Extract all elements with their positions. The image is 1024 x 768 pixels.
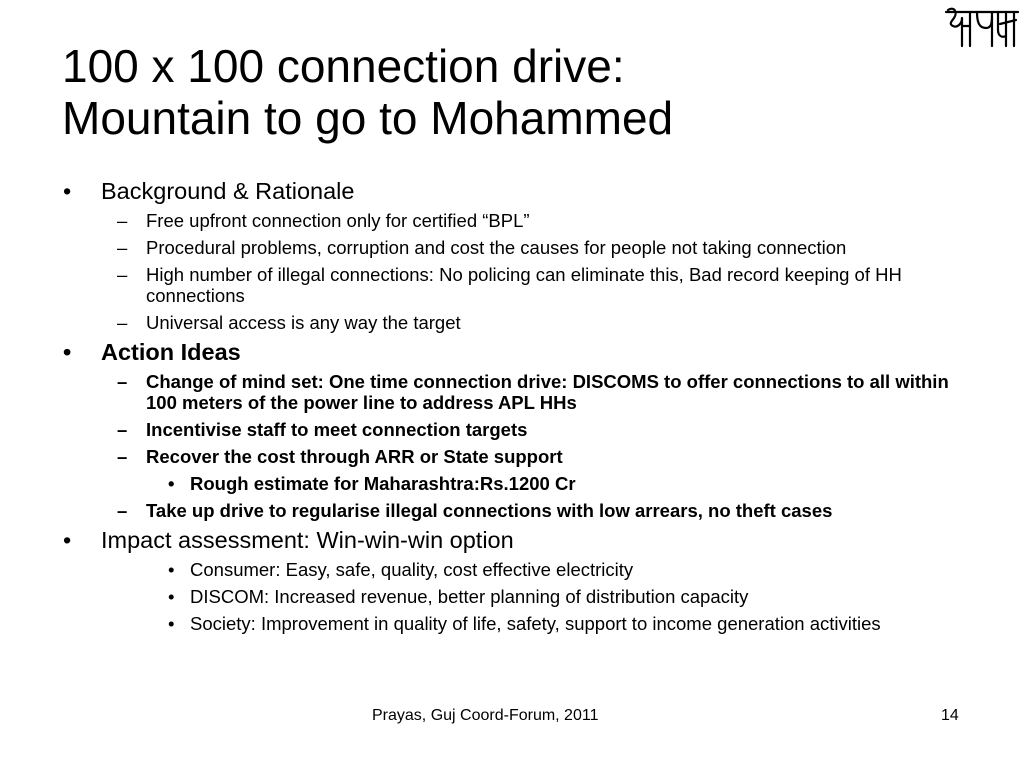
prayas-logo-icon	[944, 2, 1020, 50]
slide-title	[62, 40, 673, 144]
sub-sub-bullet-text: DISCOM: Increased revenue, better planning of distribution capacity	[190, 586, 749, 607]
sub-bullet-text: High number of illegal connections: No policing can eliminate this, Bad record keeping of HH connections	[146, 264, 902, 306]
bullet-text: Background & Rationale	[101, 178, 355, 204]
title-line-2: Mountain to go to Mohammed	[62, 92, 674, 144]
dash-marker: –	[117, 419, 128, 440]
dash-marker: –	[117, 371, 128, 392]
bullet-marker: •	[168, 559, 175, 580]
dash-marker: –	[117, 210, 128, 231]
slide-body	[0, 178, 1024, 640]
dash-marker: –	[117, 500, 128, 521]
sub-sub-bullet	[0, 559, 970, 580]
sub-bullet-text: Free upfront connection only for certified “BPL”	[146, 210, 530, 231]
sub-bullet	[0, 446, 956, 467]
sub-sub-bullet-text: Society: Improvement in quality of life, safety, support to income generation activities	[190, 613, 881, 634]
sub-bullet-text: Recover the cost through ARR or State support	[146, 446, 563, 467]
sub-sub-bullet	[0, 473, 970, 494]
bullet-background-rationale	[0, 178, 1024, 204]
sub-bullet	[0, 312, 956, 333]
dash-marker: –	[117, 237, 128, 258]
bullet-marker: •	[63, 178, 72, 204]
sub-sub-bullet-text: Rough estimate for Maharashtra:Rs.1200 Cr	[190, 473, 576, 494]
sub-bullet	[0, 237, 956, 258]
sub-bullet	[0, 264, 956, 306]
sub-sub-bullet	[0, 586, 970, 607]
dash-marker: –	[117, 312, 128, 333]
bullet-text: Impact assessment: Win-win-win option	[101, 527, 514, 553]
sub-bullet-text: Incentivise staff to meet connection targets	[146, 419, 528, 440]
bullet-marker: •	[168, 586, 175, 607]
bullet-impact-assessment	[0, 527, 1024, 553]
sub-bullet-text: Take up drive to regularise illegal connections with low arrears, no theft cases	[146, 500, 833, 521]
bullet-text: Action Ideas	[101, 339, 241, 365]
sub-bullet	[0, 210, 956, 231]
bullet-marker: •	[63, 527, 72, 553]
bullet-marker: •	[63, 339, 72, 365]
bullet-marker: •	[168, 613, 175, 634]
sub-sub-bullet-text: Consumer: Easy, safe, quality, cost effective electricity	[190, 559, 634, 580]
dash-marker: –	[117, 446, 128, 467]
sub-bullet	[0, 419, 956, 440]
bullet-marker: •	[168, 473, 175, 494]
sub-bullet-text: Procedural problems, corruption and cost the causes for people not taking connection	[146, 237, 847, 258]
bullet-action-ideas	[0, 339, 1024, 365]
sub-bullet	[0, 500, 956, 521]
dash-marker: –	[117, 264, 128, 285]
sub-bullet-text: Change of mind set: One time connection drive: DISCOMS to offer connections to all within 100 meters of the power line to address APL HHs	[146, 371, 949, 413]
sub-sub-bullet	[0, 613, 970, 634]
title-line-1: 100 x 100 connection drive:	[62, 40, 625, 92]
footer-text: Prayas, Guj Coord-Forum, 2011	[372, 707, 599, 724]
page-number: 14	[941, 707, 959, 724]
sub-bullet	[0, 371, 956, 413]
sub-bullet-text: Universal access is any way the target	[146, 312, 461, 333]
